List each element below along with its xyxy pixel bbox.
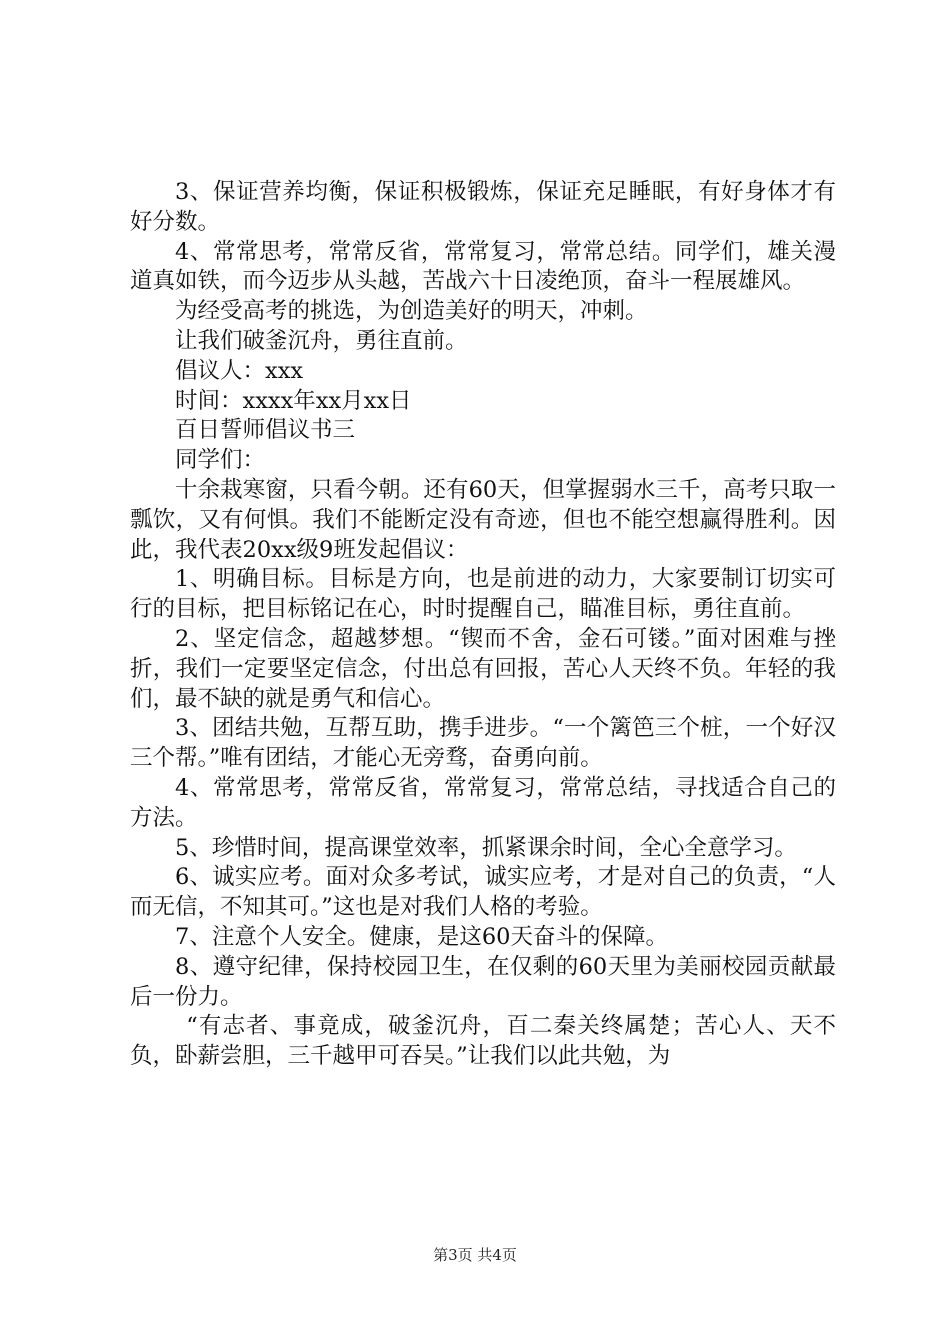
paragraph-point-5: 5、珍惜时间，提高课堂效率，抓紧课余时间，全心全意学习。 bbox=[175, 834, 797, 861]
page-number-footer: 第3页 共4页 bbox=[433, 1246, 517, 1264]
paragraph-point-1: 1、明确目标。目标是方向，也是前进的动力，大家要制订切实可行的目标，把目标铭记在心，时时提醒自己，瞄准目标，勇往直前。 bbox=[130, 566, 836, 623]
salutation: 同学们： bbox=[175, 447, 266, 474]
paragraph-intro: 十余栽寒窗，只看今朝。还有60天，但掌握弱水三千，高考只取一瓢饮，又有何惧。我们不能断定没有奇迹，但也不能空想赢得胜利。因此，我代表20xx级9班发起倡议： bbox=[130, 476, 836, 563]
paragraph-point-4: 4、常常思考，常常反省，常常复习，常常总结，寻找适合自己的方法。 bbox=[130, 774, 836, 831]
paragraph-call: 为经受高考的挑选，为创造美好的明天，冲刺。 bbox=[175, 298, 648, 325]
paragraph-closing-quote: “有志者、事竟成，破釜沉舟，百二秦关终属楚；苦心人、天不负，卧薪尝胆，三千越甲可吞吴。”让我们以此共勉，为 bbox=[130, 1013, 836, 1070]
section-title: 百日誓师倡议书三 bbox=[175, 417, 356, 444]
proposer-line: 倡议人：xxx bbox=[175, 357, 304, 384]
document-body bbox=[130, 178, 836, 1072]
paragraph-slogan: 让我们破釜沉舟，勇往直前。 bbox=[175, 327, 468, 354]
paragraph-item-3: 3、保证营养均衡，保证积极锻炼，保证充足睡眠，有好身体才有好分数。 bbox=[130, 179, 836, 235]
paragraph-point-6: 6、诚实应考。面对众多考试，诚实应考，才是对自己的负责，“人而无信，不知其可。”这也是对我们人格的考验。 bbox=[130, 864, 836, 921]
date-line: 时间：xxxx年xx月xx日 bbox=[175, 387, 412, 414]
paragraph-item-4: 4、常常思考，常常反省，常常复习，常常总结。同学们，雄关漫道真如铁，而今迈步从头越，苦战六十日凌绝顶，奋斗一程展雄风。 bbox=[130, 238, 836, 295]
paragraph-point-3: 3、团结共勉，互帮互助，携手进步。“一个篱笆三个桩，一个好汉三个帮。”唯有团结，才能心无旁骛，奋勇向前。 bbox=[130, 715, 836, 772]
paragraph-point-2: 2、坚定信念，超越梦想。“锲而不舍，金石可镂。”面对困难与挫折，我们一定要坚定信念，付出总有回报，苦心人天终不负。年轻的我们，最不缺的就是勇气和信心。 bbox=[130, 625, 836, 712]
paragraph-point-7: 7、注意个人安全。健康，是这60天奋斗的保障。 bbox=[175, 923, 668, 950]
paragraph-point-8: 8、遵守纪律，保持校园卫生，在仅剩的60天里为美丽校园贡献最后一份力。 bbox=[130, 953, 836, 1010]
